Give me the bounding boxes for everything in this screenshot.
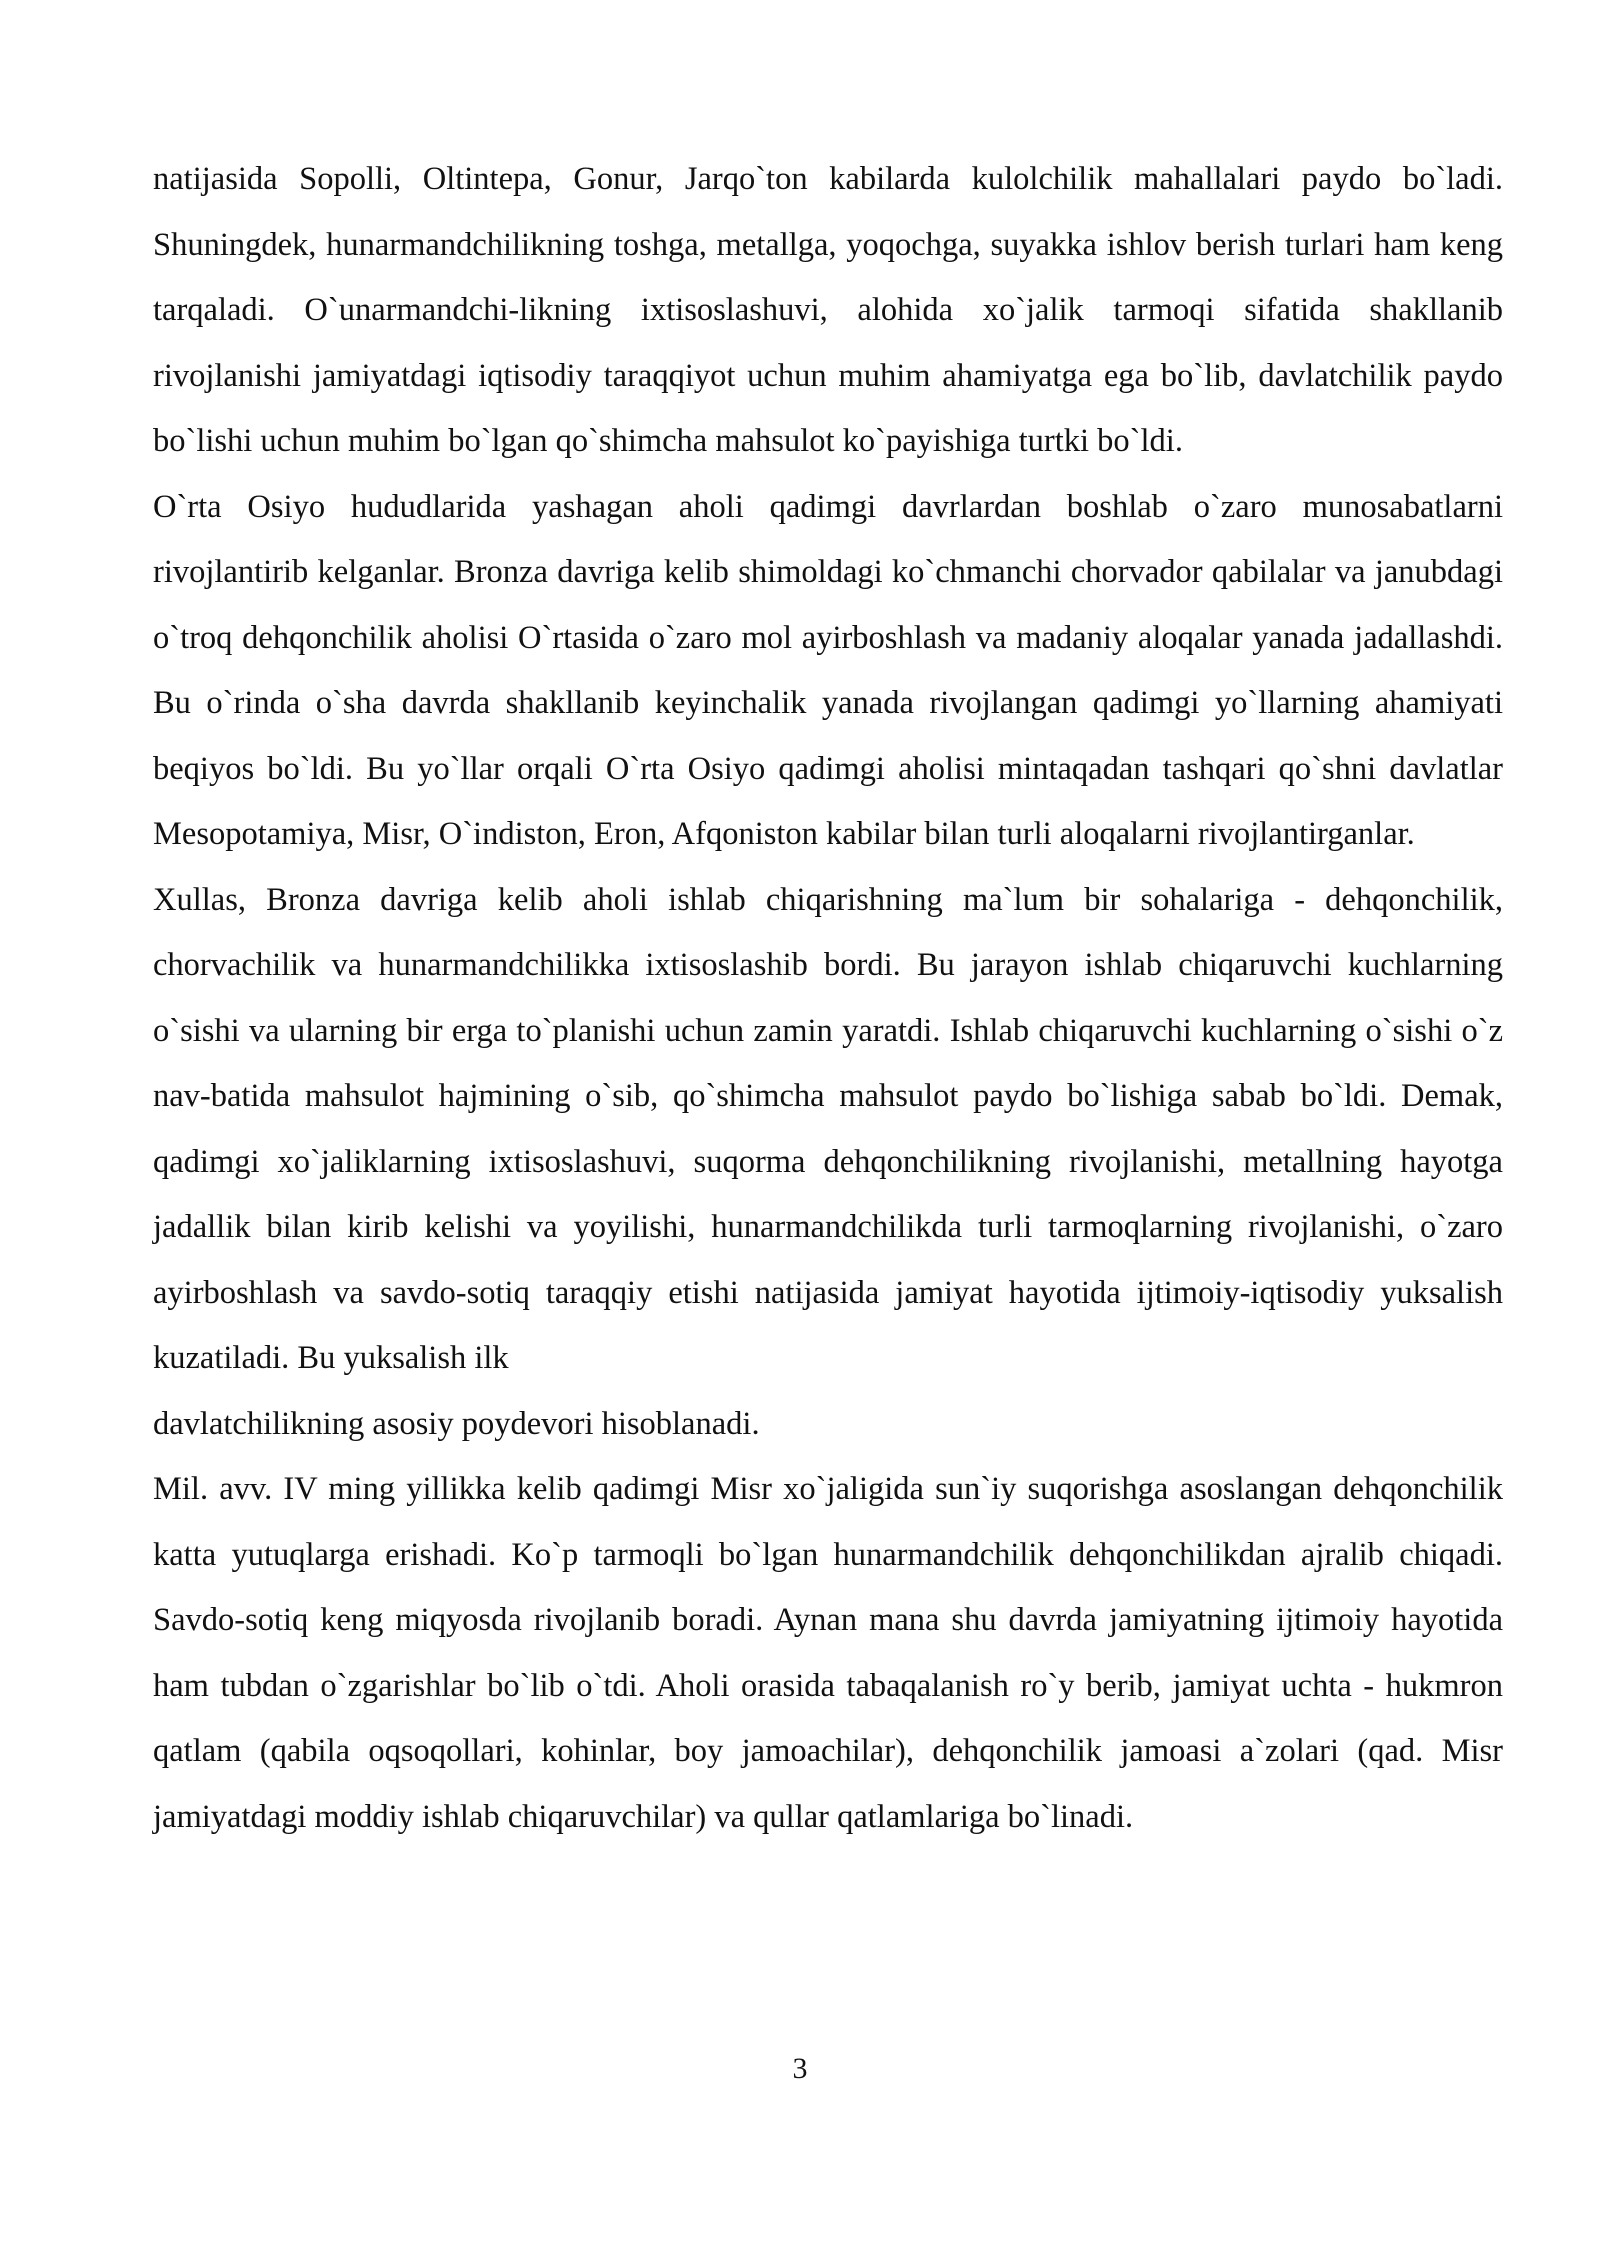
page-number: 3	[792, 2052, 808, 2085]
paragraph-pottery-crafts: natijasida Sopolli, Oltintepa, Gonur, Jarqo`ton kabilarda kulolchilik mahallalari paydo bo`ladi. Shuningdek, hunarmandchilikning toshga, metallga, yoqochga, suyakka ishlov berish turlari ham keng tarqaladi. O`unarmandchi-likning ixtisoslashuvi, alohida xo`jalik tarmoqi sifatida shakllanib rivojlanishi jamiyatdagi iqtisodiy taraqqiyot uchun muhim ahamiyatga ega bo`lib, davlatchilik paydo bo`lishi uchun muhim bo`lgan qo`shimcha mahsulot ko`payishiga turtki bo`ldi.	[153, 161, 1503, 459]
document-body	[153, 147, 1503, 1850]
paragraph-statehood-foundation: davlatchilikning asosiy poydevori hisoblanadi.	[153, 1405, 760, 1442]
paragraph-ancient-egypt: Mil. avv. IV ming yillikka kelib qadimgi Misr xo`jaligida sun`iy suqorishga asoslangan dehqonchilik katta yutuqlarga erishadi. Ko`p tarmoqli bo`lgan hunarmandchilik dehqonchilikdan ajralib chiqadi. Savdo-sotiq keng miqyosda rivojlanib boradi. Aynan mana shu davrda jamiyatning ijtimoiy hayotida ham tubdan o`zgarishlar bo`lib o`tdi. Aholi orasida tabaqalanish ro`y berib, jamiyat uchta - hukmron qatlam (qabila oqsoqollari, kohinlar, boy jamoachilar), dehqonchilik jamoasi a`zolari (qad. Misr jamiyatdagi moddiy ishlab chiqaruvchilar) va qullar qatlamlariga bo`linadi.	[153, 1471, 1503, 1835]
paragraph-central-asia-relations: O`rta Osiyo hududlarida yashagan aholi qadimgi davrlardan boshlab o`zaro munosabatlarni rivojlantirib kelganlar. Bronza davriga kelib shimoldagi ko`chmanchi chorvador qabilalar va janubdagi o`troq dehqonchilik aholisi O`rtasida o`zaro mol ayirboshlash va madaniy aloqalar yanada jadallashdi. Bu o`rinda o`sha davrda shakllanib keyinchalik yanada rivojlangan qadimgi yo`llarning ahamiyati beqiyos bo`ldi. Bu yo`llar orqali O`rta Osiyo qadimgi aholisi mintaqadan tashqari qo`shni davlatlar Mesopotamiya, Misr, O`indiston, Eron, Afqoniston kabilar bilan turli aloqalarni rivojlantirganlar.	[153, 488, 1503, 852]
paragraph-bronze-age-summary: Xullas, Bronza davriga kelib aholi ishlab chiqarishning ma`lum bir sohalariga - dehqonchilik, chorvachilik va hunarmandchilikka ixtisoslashib bordi. Bu jarayon ishlab chiqaruvchi kuchlarning o`sishi va ularning bir erga to`planishi uchun zamin yaratdi. Ishlab chiqaruvchi kuchlarning o`sishi o`z nav-batida mahsulot hajmining o`sib, qo`shimcha mahsulot paydo bo`lishiga sabab bo`ldi. Demak, qadimgi xo`jaliklarning ixtisoslashuvi, suqorma dehqonchilikning rivojlanishi, metallning hayotga jadallik bilan kirib kelishi va yoyilishi, hunarmandchilikda turli tarmoqlarning rivojlanishi, o`zaro ayirboshlash va savdo-sotiq taraqqiy etishi natijasida jamiyat hayotida ijtimoiy-iqtisodiy yuksalish kuzatiladi. Bu yuksalish ilk	[153, 881, 1503, 1376]
